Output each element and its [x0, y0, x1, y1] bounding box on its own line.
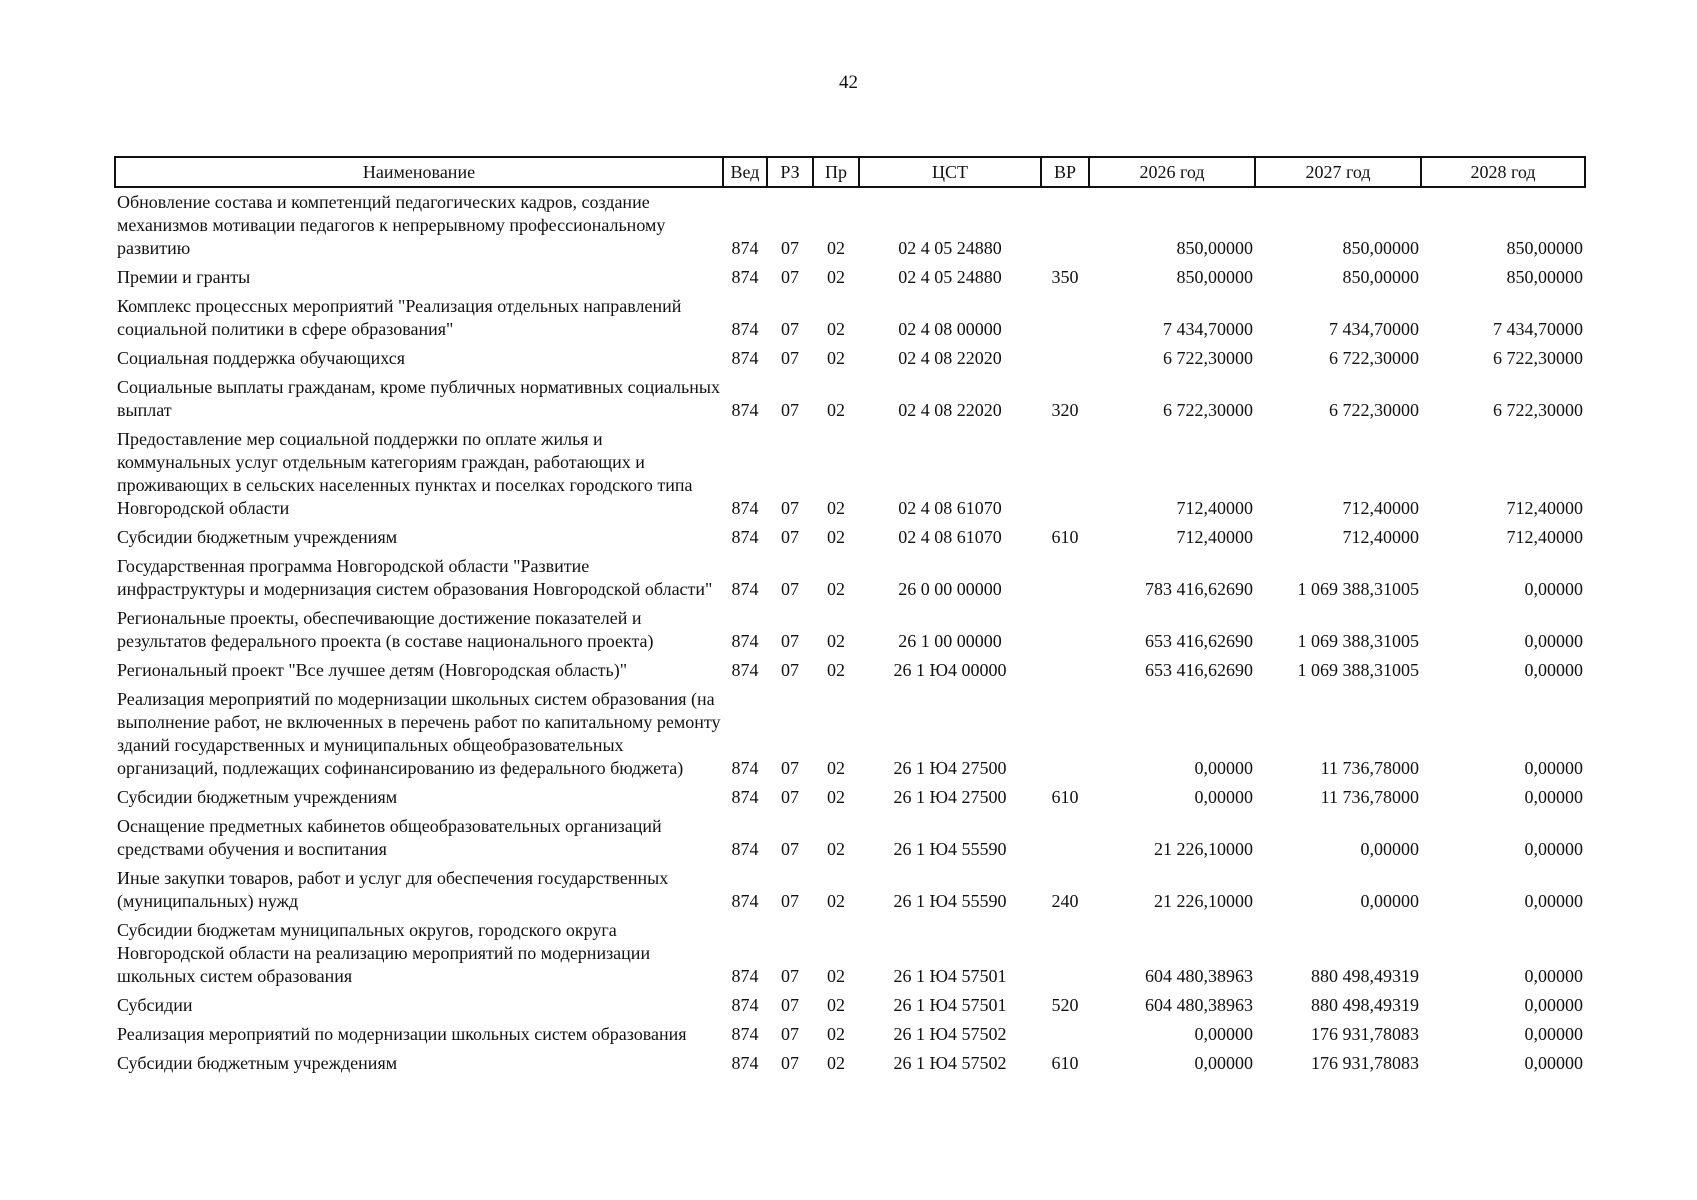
cell-cst: 02 4 05 24880 [898, 267, 1002, 287]
cell-cst: 02 4 05 24880 [898, 238, 1002, 258]
cell-pr: 02 [827, 400, 845, 420]
cell-2028: 0,00000 [1524, 891, 1583, 911]
cell-2026: 0,00000 [1194, 1024, 1253, 1044]
cell-2027: 11 736,78000 [1320, 758, 1419, 778]
cell-name: Социальная поддержка обучающихся [117, 348, 406, 368]
cell-pr: 02 [827, 966, 845, 986]
cell-2027: 6 722,30000 [1329, 400, 1419, 420]
cell-rz: 07 [781, 995, 799, 1015]
cell-2027: 11 736,78000 [1320, 787, 1419, 807]
cell-ved: 874 [731, 1024, 759, 1044]
table-row [115, 783, 1585, 812]
cell-rz: 07 [781, 839, 799, 859]
cell-cst: 26 1 Ю4 57501 [893, 966, 1007, 986]
cell-rz: 07 [781, 400, 799, 420]
cell-ved: 874 [731, 660, 759, 680]
cell-vr [1041, 916, 1089, 991]
cell-pr: 02 [827, 498, 845, 518]
table-body [115, 187, 1585, 1078]
cell-vr [1041, 656, 1089, 685]
table-row [115, 864, 1585, 916]
table-row [115, 1020, 1585, 1049]
table-row [115, 425, 1585, 523]
cell-2027: 176 931,78083 [1311, 1024, 1419, 1044]
cell-2026: 0,00000 [1194, 758, 1253, 778]
cell-ved: 874 [731, 631, 759, 651]
cell-vr [1041, 1020, 1089, 1049]
cell-2028: 0,00000 [1524, 758, 1583, 778]
cell-vr: 610 [1051, 1053, 1079, 1073]
cell-name: Иные закупки товаров, работ и услуг для обеспечения государственных (муниципальных) нужд [117, 868, 669, 911]
cell-2028: 0,00000 [1524, 1024, 1583, 1044]
cell-ved: 874 [731, 498, 759, 518]
cell-rz: 07 [781, 498, 799, 518]
cell-pr: 02 [827, 238, 845, 258]
cell-name: Реализация мероприятий по модернизации школьных систем образования (на выполнение работ, не включенных в перечень работ по капитальному ремонту зданий государственных и муниципальных общеобразовательных организаций, подлежащих софинансированию из федерального бюджета) [117, 689, 721, 778]
cell-cst: 26 1 Ю4 57502 [893, 1053, 1007, 1073]
cell-2026: 604 480,38963 [1145, 995, 1253, 1015]
cell-ved: 874 [731, 839, 759, 859]
cell-pr: 02 [827, 758, 845, 778]
cell-2026: 653 416,62690 [1145, 631, 1253, 651]
table-row [115, 685, 1585, 783]
cell-ved: 874 [731, 238, 759, 258]
cell-cst: 26 1 Ю4 00000 [893, 660, 1007, 680]
cell-name: Социальные выплаты гражданам, кроме публичных нормативных социальных выплат [117, 377, 720, 420]
header-ved: Вед [723, 157, 767, 187]
cell-pr: 02 [827, 1053, 845, 1073]
cell-2027: 6 722,30000 [1329, 348, 1419, 368]
cell-2028: 0,00000 [1524, 839, 1583, 859]
table-row [115, 812, 1585, 864]
cell-2026: 850,00000 [1176, 267, 1253, 287]
cell-ved: 874 [731, 319, 759, 339]
table-row [115, 187, 1585, 263]
table-row [115, 373, 1585, 425]
cell-2026: 653 416,62690 [1145, 660, 1253, 680]
cell-name: Премии и гранты [117, 267, 251, 287]
cell-name: Оснащение предметных кабинетов общеобразовательных организаций средствами обучения и воспитания [117, 816, 662, 859]
cell-rz: 07 [781, 1024, 799, 1044]
cell-2027: 1 069 388,31005 [1297, 579, 1419, 599]
cell-2028: 0,00000 [1524, 1053, 1583, 1073]
cell-vr [1041, 292, 1089, 344]
cell-2026: 21 226,10000 [1154, 891, 1253, 911]
cell-cst: 26 0 00 00000 [898, 579, 1002, 599]
cell-2026: 712,40000 [1176, 527, 1253, 547]
header-pr: Пр [813, 157, 859, 187]
cell-pr: 02 [827, 1024, 845, 1044]
cell-vr: 320 [1051, 400, 1079, 420]
cell-vr [1041, 187, 1089, 263]
cell-name: Реализация мероприятий по модернизации школьных систем образования [117, 1024, 687, 1044]
cell-vr [1041, 685, 1089, 783]
cell-2027: 176 931,78083 [1311, 1053, 1419, 1073]
cell-vr: 350 [1051, 267, 1079, 287]
cell-name: Субсидии [117, 995, 193, 1015]
cell-2028: 0,00000 [1524, 995, 1583, 1015]
cell-ved: 874 [731, 579, 759, 599]
cell-rz: 07 [781, 891, 799, 911]
cell-rz: 07 [781, 660, 799, 680]
cell-2026: 604 480,38963 [1145, 966, 1253, 986]
cell-pr: 02 [827, 787, 845, 807]
cell-pr: 02 [827, 995, 845, 1015]
cell-2027: 850,00000 [1342, 238, 1419, 258]
cell-2026: 783 416,62690 [1145, 579, 1253, 599]
cell-cst: 26 1 Ю4 55590 [893, 839, 1007, 859]
cell-pr: 02 [827, 839, 845, 859]
cell-vr [1041, 344, 1089, 373]
cell-pr: 02 [827, 631, 845, 651]
table-row [115, 991, 1585, 1020]
table-row [115, 263, 1585, 292]
table-header-row [115, 157, 1585, 187]
cell-rz: 07 [781, 579, 799, 599]
cell-vr: 610 [1051, 527, 1079, 547]
cell-cst: 26 1 00 00000 [898, 631, 1002, 651]
cell-cst: 26 1 Ю4 57501 [893, 995, 1007, 1015]
cell-vr [1041, 425, 1089, 523]
cell-2026: 712,40000 [1176, 498, 1253, 518]
header-rz: РЗ [767, 157, 813, 187]
cell-2028: 712,40000 [1506, 498, 1583, 518]
cell-cst: 02 4 08 61070 [898, 498, 1002, 518]
page-number: 42 [839, 72, 858, 93]
cell-ved: 874 [731, 995, 759, 1015]
cell-cst: 26 1 Ю4 55590 [893, 891, 1007, 911]
cell-name: Комплекс процессных мероприятий "Реализация отдельных направлений социальной политики в сфере образования" [117, 296, 682, 339]
table-row [115, 604, 1585, 656]
cell-pr: 02 [827, 267, 845, 287]
table-row [115, 344, 1585, 373]
cell-rz: 07 [781, 238, 799, 258]
cell-2028: 0,00000 [1524, 787, 1583, 807]
cell-ved: 874 [731, 267, 759, 287]
cell-2028: 6 722,30000 [1493, 400, 1583, 420]
header-2026: 2026 год [1089, 157, 1255, 187]
cell-2028: 0,00000 [1524, 631, 1583, 651]
cell-ved: 874 [731, 400, 759, 420]
cell-2026: 0,00000 [1194, 1053, 1253, 1073]
cell-cst: 02 4 08 22020 [898, 400, 1002, 420]
table-row [115, 523, 1585, 552]
cell-ved: 874 [731, 1053, 759, 1073]
cell-2027: 1 069 388,31005 [1297, 660, 1419, 680]
cell-cst: 26 1 Ю4 27500 [893, 758, 1007, 778]
cell-2027: 1 069 388,31005 [1297, 631, 1419, 651]
cell-name: Субсидии бюджетным учреждениям [117, 527, 398, 547]
cell-2026: 0,00000 [1194, 787, 1253, 807]
cell-rz: 07 [781, 787, 799, 807]
cell-rz: 07 [781, 527, 799, 547]
cell-pr: 02 [827, 319, 845, 339]
cell-name: Предоставление мер социальной поддержки по оплате жилья и коммунальных услуг отдельным категориям граждан, работающих и проживающих в сельских населенных пунктах и поселках городского типа Новгородской области [117, 429, 693, 518]
cell-2027: 712,40000 [1342, 527, 1419, 547]
cell-2027: 880 498,49319 [1311, 966, 1419, 986]
cell-pr: 02 [827, 891, 845, 911]
cell-vr: 610 [1051, 787, 1079, 807]
table-row [115, 292, 1585, 344]
cell-name: Субсидии бюджетным учреждениям [117, 1053, 398, 1073]
cell-vr [1041, 552, 1089, 604]
cell-ved: 874 [731, 348, 759, 368]
cell-rz: 07 [781, 1053, 799, 1073]
cell-pr: 02 [827, 660, 845, 680]
cell-2028: 712,40000 [1506, 527, 1583, 547]
cell-2027: 712,40000 [1342, 498, 1419, 518]
cell-2027: 880 498,49319 [1311, 995, 1419, 1015]
cell-2027: 7 434,70000 [1329, 319, 1419, 339]
table-row [115, 916, 1585, 991]
cell-name: Субсидии бюджетам муниципальных округов, городского округа Новгородской области на реализацию мероприятий по модернизации школьных систем образования [117, 920, 651, 986]
cell-2026: 7 434,70000 [1163, 319, 1253, 339]
table-row [115, 1049, 1585, 1078]
cell-2028: 6 722,30000 [1493, 348, 1583, 368]
table-row [115, 552, 1585, 604]
cell-cst: 26 1 Ю4 27500 [893, 787, 1007, 807]
cell-ved: 874 [731, 758, 759, 778]
header-2028: 2028 год [1421, 157, 1585, 187]
cell-name: Региональный проект "Все лучшее детям (Новгородская область)" [117, 660, 628, 680]
cell-cst: 02 4 08 00000 [898, 319, 1002, 339]
cell-cst: 02 4 08 61070 [898, 527, 1002, 547]
header-cst: ЦСТ [859, 157, 1041, 187]
header-name: Наименование [115, 157, 723, 187]
cell-pr: 02 [827, 527, 845, 547]
cell-2027: 0,00000 [1360, 891, 1419, 911]
header-2027: 2027 год [1255, 157, 1421, 187]
cell-rz: 07 [781, 966, 799, 986]
cell-2026: 21 226,10000 [1154, 839, 1253, 859]
budget-table [114, 156, 1586, 1078]
cell-2028: 850,00000 [1506, 238, 1583, 258]
cell-cst: 26 1 Ю4 57502 [893, 1024, 1007, 1044]
cell-2026: 6 722,30000 [1163, 400, 1253, 420]
cell-2028: 7 434,70000 [1493, 319, 1583, 339]
cell-ved: 874 [731, 966, 759, 986]
cell-name: Обновление состава и компетенций педагогических кадров, создание механизмов мотивации педагогов к непрерывному профессиональному развитию [117, 192, 666, 258]
cell-vr: 240 [1051, 891, 1079, 911]
cell-vr [1041, 812, 1089, 864]
cell-rz: 07 [781, 758, 799, 778]
cell-ved: 874 [731, 527, 759, 547]
cell-pr: 02 [827, 348, 845, 368]
cell-name: Региональные проекты, обеспечивающие достижение показателей и результатов федерального проекта (в составе национального проекта) [117, 608, 654, 651]
cell-2028: 0,00000 [1524, 966, 1583, 986]
cell-2026: 6 722,30000 [1163, 348, 1253, 368]
cell-rz: 07 [781, 631, 799, 651]
cell-ved: 874 [731, 787, 759, 807]
cell-2027: 0,00000 [1360, 839, 1419, 859]
cell-ved: 874 [731, 891, 759, 911]
cell-name: Субсидии бюджетным учреждениям [117, 787, 398, 807]
cell-vr: 520 [1051, 995, 1079, 1015]
cell-rz: 07 [781, 319, 799, 339]
cell-2028: 850,00000 [1506, 267, 1583, 287]
cell-pr: 02 [827, 579, 845, 599]
cell-cst: 02 4 08 22020 [898, 348, 1002, 368]
cell-rz: 07 [781, 348, 799, 368]
cell-2026: 850,00000 [1176, 238, 1253, 258]
cell-rz: 07 [781, 267, 799, 287]
cell-2028: 0,00000 [1524, 660, 1583, 680]
cell-2028: 0,00000 [1524, 579, 1583, 599]
cell-vr [1041, 604, 1089, 656]
header-vr: ВР [1041, 157, 1089, 187]
cell-name: Государственная программа Новгородской области "Развитие инфраструктуры и модернизация систем образования Новгородской области" [117, 556, 713, 599]
cell-2027: 850,00000 [1342, 267, 1419, 287]
table-row [115, 656, 1585, 685]
